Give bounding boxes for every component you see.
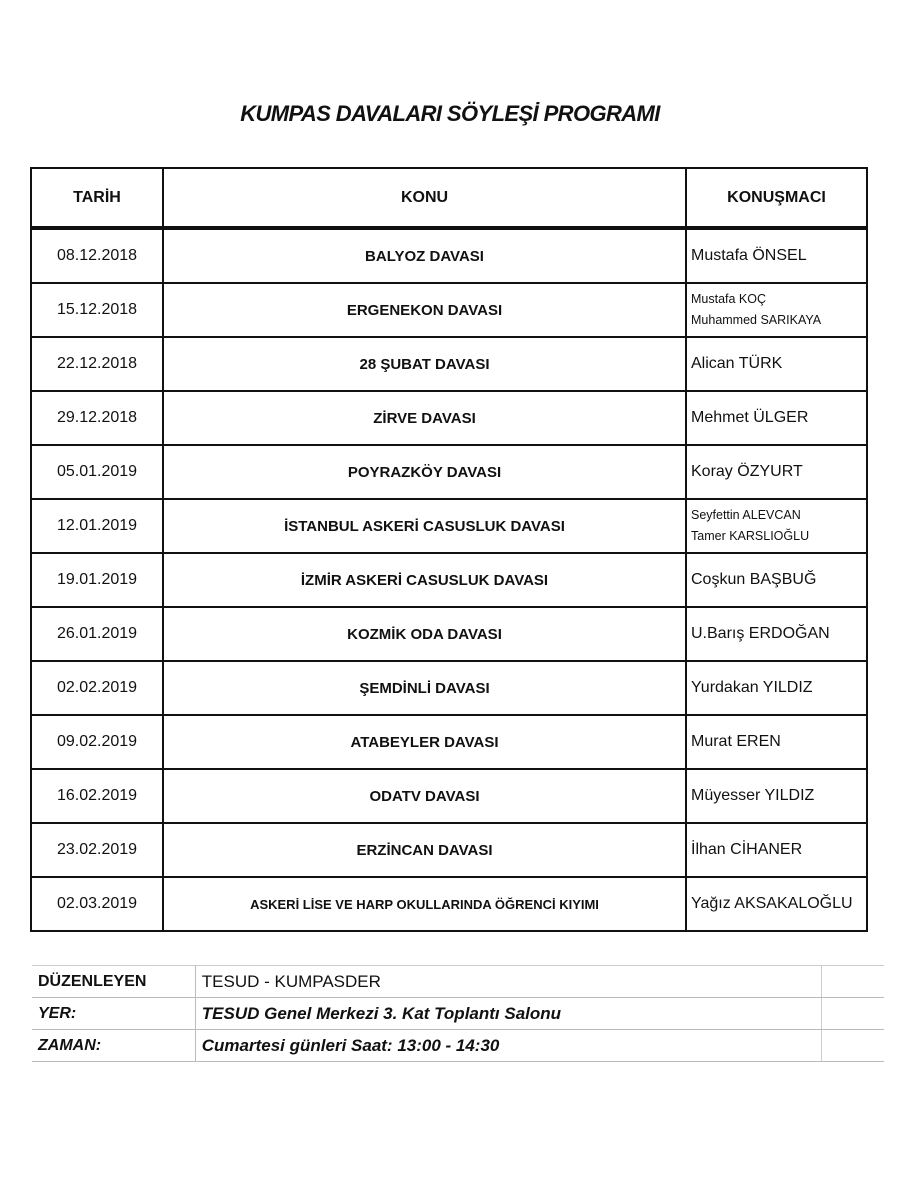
table-row xyxy=(31,337,867,391)
topic-cell: İSTANBUL ASKERİ CASUSLUK DAVASI xyxy=(163,499,686,553)
speaker-name: Coşkun BAŞBUĞ xyxy=(691,571,817,588)
empty-cell xyxy=(821,1030,884,1062)
topic-cell: 28 ŞUBAT DAVASI xyxy=(163,337,686,391)
speaker-cell xyxy=(686,283,867,337)
topic-cell: BALYOZ DAVASI xyxy=(163,228,686,283)
topic-cell: İZMİR ASKERİ CASUSLUK DAVASI xyxy=(163,553,686,607)
table-row xyxy=(31,553,867,607)
speaker-name: Tamer KARSLIOĞLU xyxy=(691,529,810,543)
info-row-time xyxy=(32,1030,884,1062)
topic-cell: POYRAZKÖY DAVASI xyxy=(163,445,686,499)
table-row xyxy=(31,661,867,715)
info-table xyxy=(32,965,884,1062)
date-cell: 19.01.2019 xyxy=(31,553,163,607)
date-cell: 29.12.2018 xyxy=(31,391,163,445)
time-value: Cumartesi günleri Saat: 13:00 - 14:30 xyxy=(195,1030,821,1062)
topic-cell: KOZMİK ODA DAVASI xyxy=(163,607,686,661)
speaker-cell xyxy=(686,391,867,445)
info-row-organizer xyxy=(32,966,884,998)
schedule-body xyxy=(31,228,867,931)
speaker-cell xyxy=(686,607,867,661)
place-value: TESUD Genel Merkezi 3. Kat Toplantı Salonu xyxy=(195,998,821,1030)
table-row xyxy=(31,769,867,823)
header-speaker: KONUŞMACI xyxy=(686,168,867,228)
topic-cell: ASKERİ LİSE VE HARP OKULLARINDA ÖĞRENCİ KIYIMI xyxy=(163,877,686,931)
speaker-name: Yağız AKSAKALOĞLU xyxy=(691,895,853,912)
speaker-cell xyxy=(686,228,867,283)
speaker-name: Murat EREN xyxy=(691,733,781,750)
date-cell: 26.01.2019 xyxy=(31,607,163,661)
speaker-name: Alican TÜRK xyxy=(691,355,783,372)
header-date: TARİH xyxy=(31,168,163,228)
topic-cell: ODATV DAVASI xyxy=(163,769,686,823)
speaker-name: İlhan CİHANER xyxy=(691,841,803,858)
table-row xyxy=(31,823,867,877)
header-topic: KONU xyxy=(163,168,686,228)
speaker-cell xyxy=(686,499,867,553)
table-row xyxy=(31,877,867,931)
table-row xyxy=(31,228,867,283)
date-cell: 02.02.2019 xyxy=(31,661,163,715)
date-cell: 23.02.2019 xyxy=(31,823,163,877)
speaker-cell xyxy=(686,715,867,769)
date-cell: 16.02.2019 xyxy=(31,769,163,823)
table-header-row xyxy=(31,168,867,228)
table-row xyxy=(31,283,867,337)
speaker-cell xyxy=(686,445,867,499)
date-cell: 08.12.2018 xyxy=(31,228,163,283)
date-cell: 22.12.2018 xyxy=(31,337,163,391)
speaker-name: Mustafa ÖNSEL xyxy=(691,247,807,264)
speaker-cell xyxy=(686,877,867,931)
speaker-name: Mehmet ÜLGER xyxy=(691,409,809,426)
info-row-place xyxy=(32,998,884,1030)
speaker-cell xyxy=(686,823,867,877)
date-cell: 12.01.2019 xyxy=(31,499,163,553)
speaker-cell xyxy=(686,769,867,823)
empty-cell xyxy=(821,998,884,1030)
speaker-name: Yurdakan YILDIZ xyxy=(691,679,813,696)
organizer-value: TESUD - KUMPASDER xyxy=(195,966,821,998)
schedule-table xyxy=(30,167,868,932)
speaker-cell xyxy=(686,337,867,391)
date-cell: 05.01.2019 xyxy=(31,445,163,499)
page-title: KUMPAS DAVALARI SÖYLEŞİ PROGRAMI xyxy=(240,101,660,126)
speaker-name: Mustafa KOÇ xyxy=(691,292,767,306)
date-cell: 09.02.2019 xyxy=(31,715,163,769)
speaker-name: U.Barış ERDOĞAN xyxy=(691,625,830,642)
table-row xyxy=(31,715,867,769)
topic-cell: ZİRVE DAVASI xyxy=(163,391,686,445)
topic-cell: ATABEYLER DAVASI xyxy=(163,715,686,769)
speaker-name: Seyfettin ALEVCAN xyxy=(691,508,801,522)
date-cell: 15.12.2018 xyxy=(31,283,163,337)
speaker-name: Müyesser YILDIZ xyxy=(691,787,815,804)
table-row xyxy=(31,445,867,499)
organizer-label: DÜZENLEYEN xyxy=(32,966,195,998)
time-label: ZAMAN: xyxy=(32,1030,195,1062)
place-label: YER: xyxy=(32,998,195,1030)
table-row xyxy=(31,607,867,661)
empty-cell xyxy=(821,966,884,998)
speaker-cell xyxy=(686,553,867,607)
speaker-name: Muhammed SARIKAYA xyxy=(691,313,822,327)
speaker-name: Koray ÖZYURT xyxy=(691,463,803,480)
table-row xyxy=(31,391,867,445)
topic-cell: ERZİNCAN DAVASI xyxy=(163,823,686,877)
topic-cell: ERGENEKON DAVASI xyxy=(163,283,686,337)
date-cell: 02.03.2019 xyxy=(31,877,163,931)
table-row xyxy=(31,499,867,553)
speaker-cell xyxy=(686,661,867,715)
topic-cell: ŞEMDİNLİ DAVASI xyxy=(163,661,686,715)
